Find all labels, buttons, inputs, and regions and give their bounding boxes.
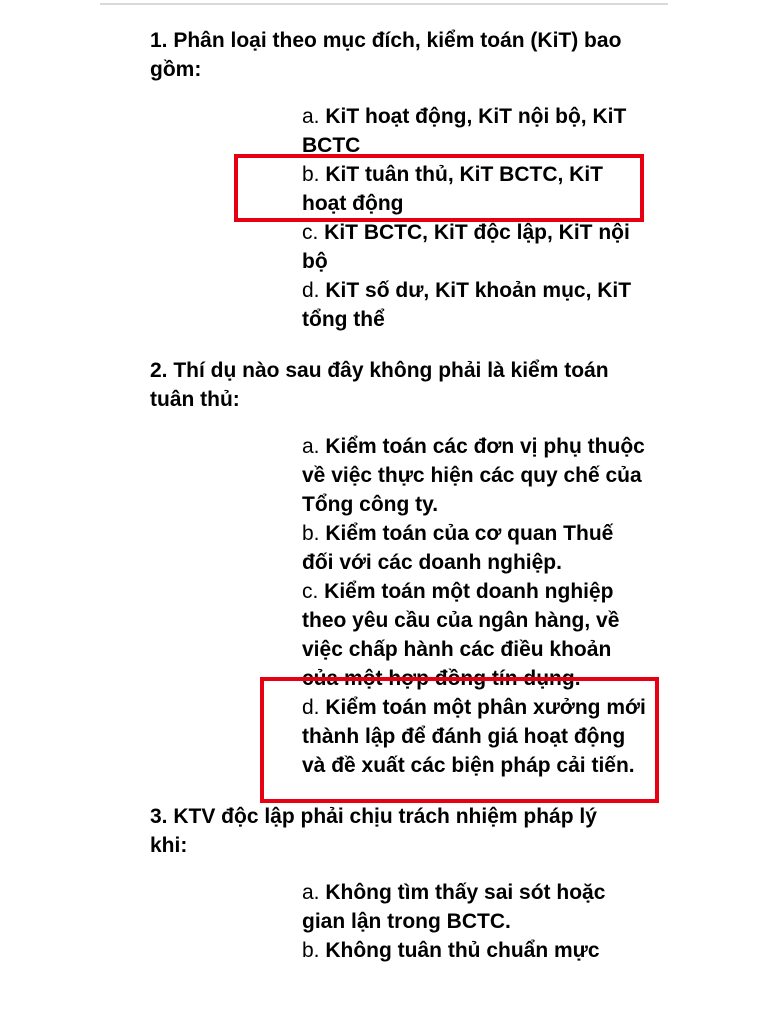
option-letter: d.	[302, 696, 326, 719]
option-text: KiT BCTC, KiT độc lập, KiT nội bộ	[302, 221, 630, 273]
option-letter: b.	[302, 939, 326, 962]
option-letter: a.	[302, 881, 326, 904]
question-2-text: 2. Thí dụ nào sau đây không phải là kiểm toán tuân thủ:	[150, 359, 609, 411]
question-2	[150, 356, 650, 780]
option-text: Không tìm thấy sai sót hoặc gian lận trong BCTC.	[302, 881, 606, 933]
question-1-option-d	[302, 276, 647, 334]
option-text: KiT hoạt động, KiT nội bộ, KiT BCTC	[302, 105, 627, 157]
question-1-option-c	[302, 218, 647, 276]
question-2-options	[302, 432, 647, 780]
question-1	[150, 26, 650, 334]
option-letter: a.	[302, 435, 326, 458]
question-2-option-a	[302, 432, 647, 519]
option-text: Kiểm toán các đơn vị phụ thuộc về việc thực hiện các quy chế của Tổng công ty.	[302, 435, 645, 516]
question-2-option-d	[302, 693, 647, 780]
quiz-document	[150, 26, 650, 987]
option-text: Kiểm toán một phân xưởng mới thành lập để đánh giá hoạt động và đề xuất các biện pháp cải tiến.	[302, 696, 646, 777]
question-3-text: 3. KTV độc lập phải chịu trách nhiệm pháp lý khi:	[150, 805, 597, 857]
question-1-option-b	[302, 160, 647, 218]
option-letter: a.	[302, 105, 326, 128]
question-1-options	[302, 102, 647, 334]
question-2-option-b	[302, 519, 647, 577]
option-letter: d.	[302, 279, 326, 302]
option-text: KiT tuân thủ, KiT BCTC, KiT hoạt động	[302, 163, 603, 215]
question-3	[150, 802, 650, 965]
question-3-option-b	[302, 936, 647, 965]
question-3-options	[302, 878, 647, 965]
top-divider	[100, 3, 668, 5]
question-1-option-a	[302, 102, 647, 160]
question-2-option-c	[302, 577, 647, 693]
option-text: Kiểm toán của cơ quan Thuế đối với các doanh nghiệp.	[302, 522, 614, 574]
option-text: KiT số dư, KiT khoản mục, KiT tổng thể	[302, 279, 632, 331]
question-1-text: 1. Phân loại theo mục đích, kiểm toán (KiT) bao gồm:	[150, 29, 622, 81]
option-text: Không tuân thủ chuẩn mực	[325, 939, 600, 962]
option-letter: c.	[302, 580, 325, 603]
option-letter: c.	[302, 221, 325, 244]
option-letter: b.	[302, 163, 326, 186]
option-letter: b.	[302, 522, 326, 545]
question-3-option-a	[302, 878, 647, 936]
option-text: Kiểm toán một doanh nghiệp theo yêu cầu của ngân hàng, về việc chấp hành các điều khoản của một hợp đồng tín dụng.	[302, 580, 620, 690]
